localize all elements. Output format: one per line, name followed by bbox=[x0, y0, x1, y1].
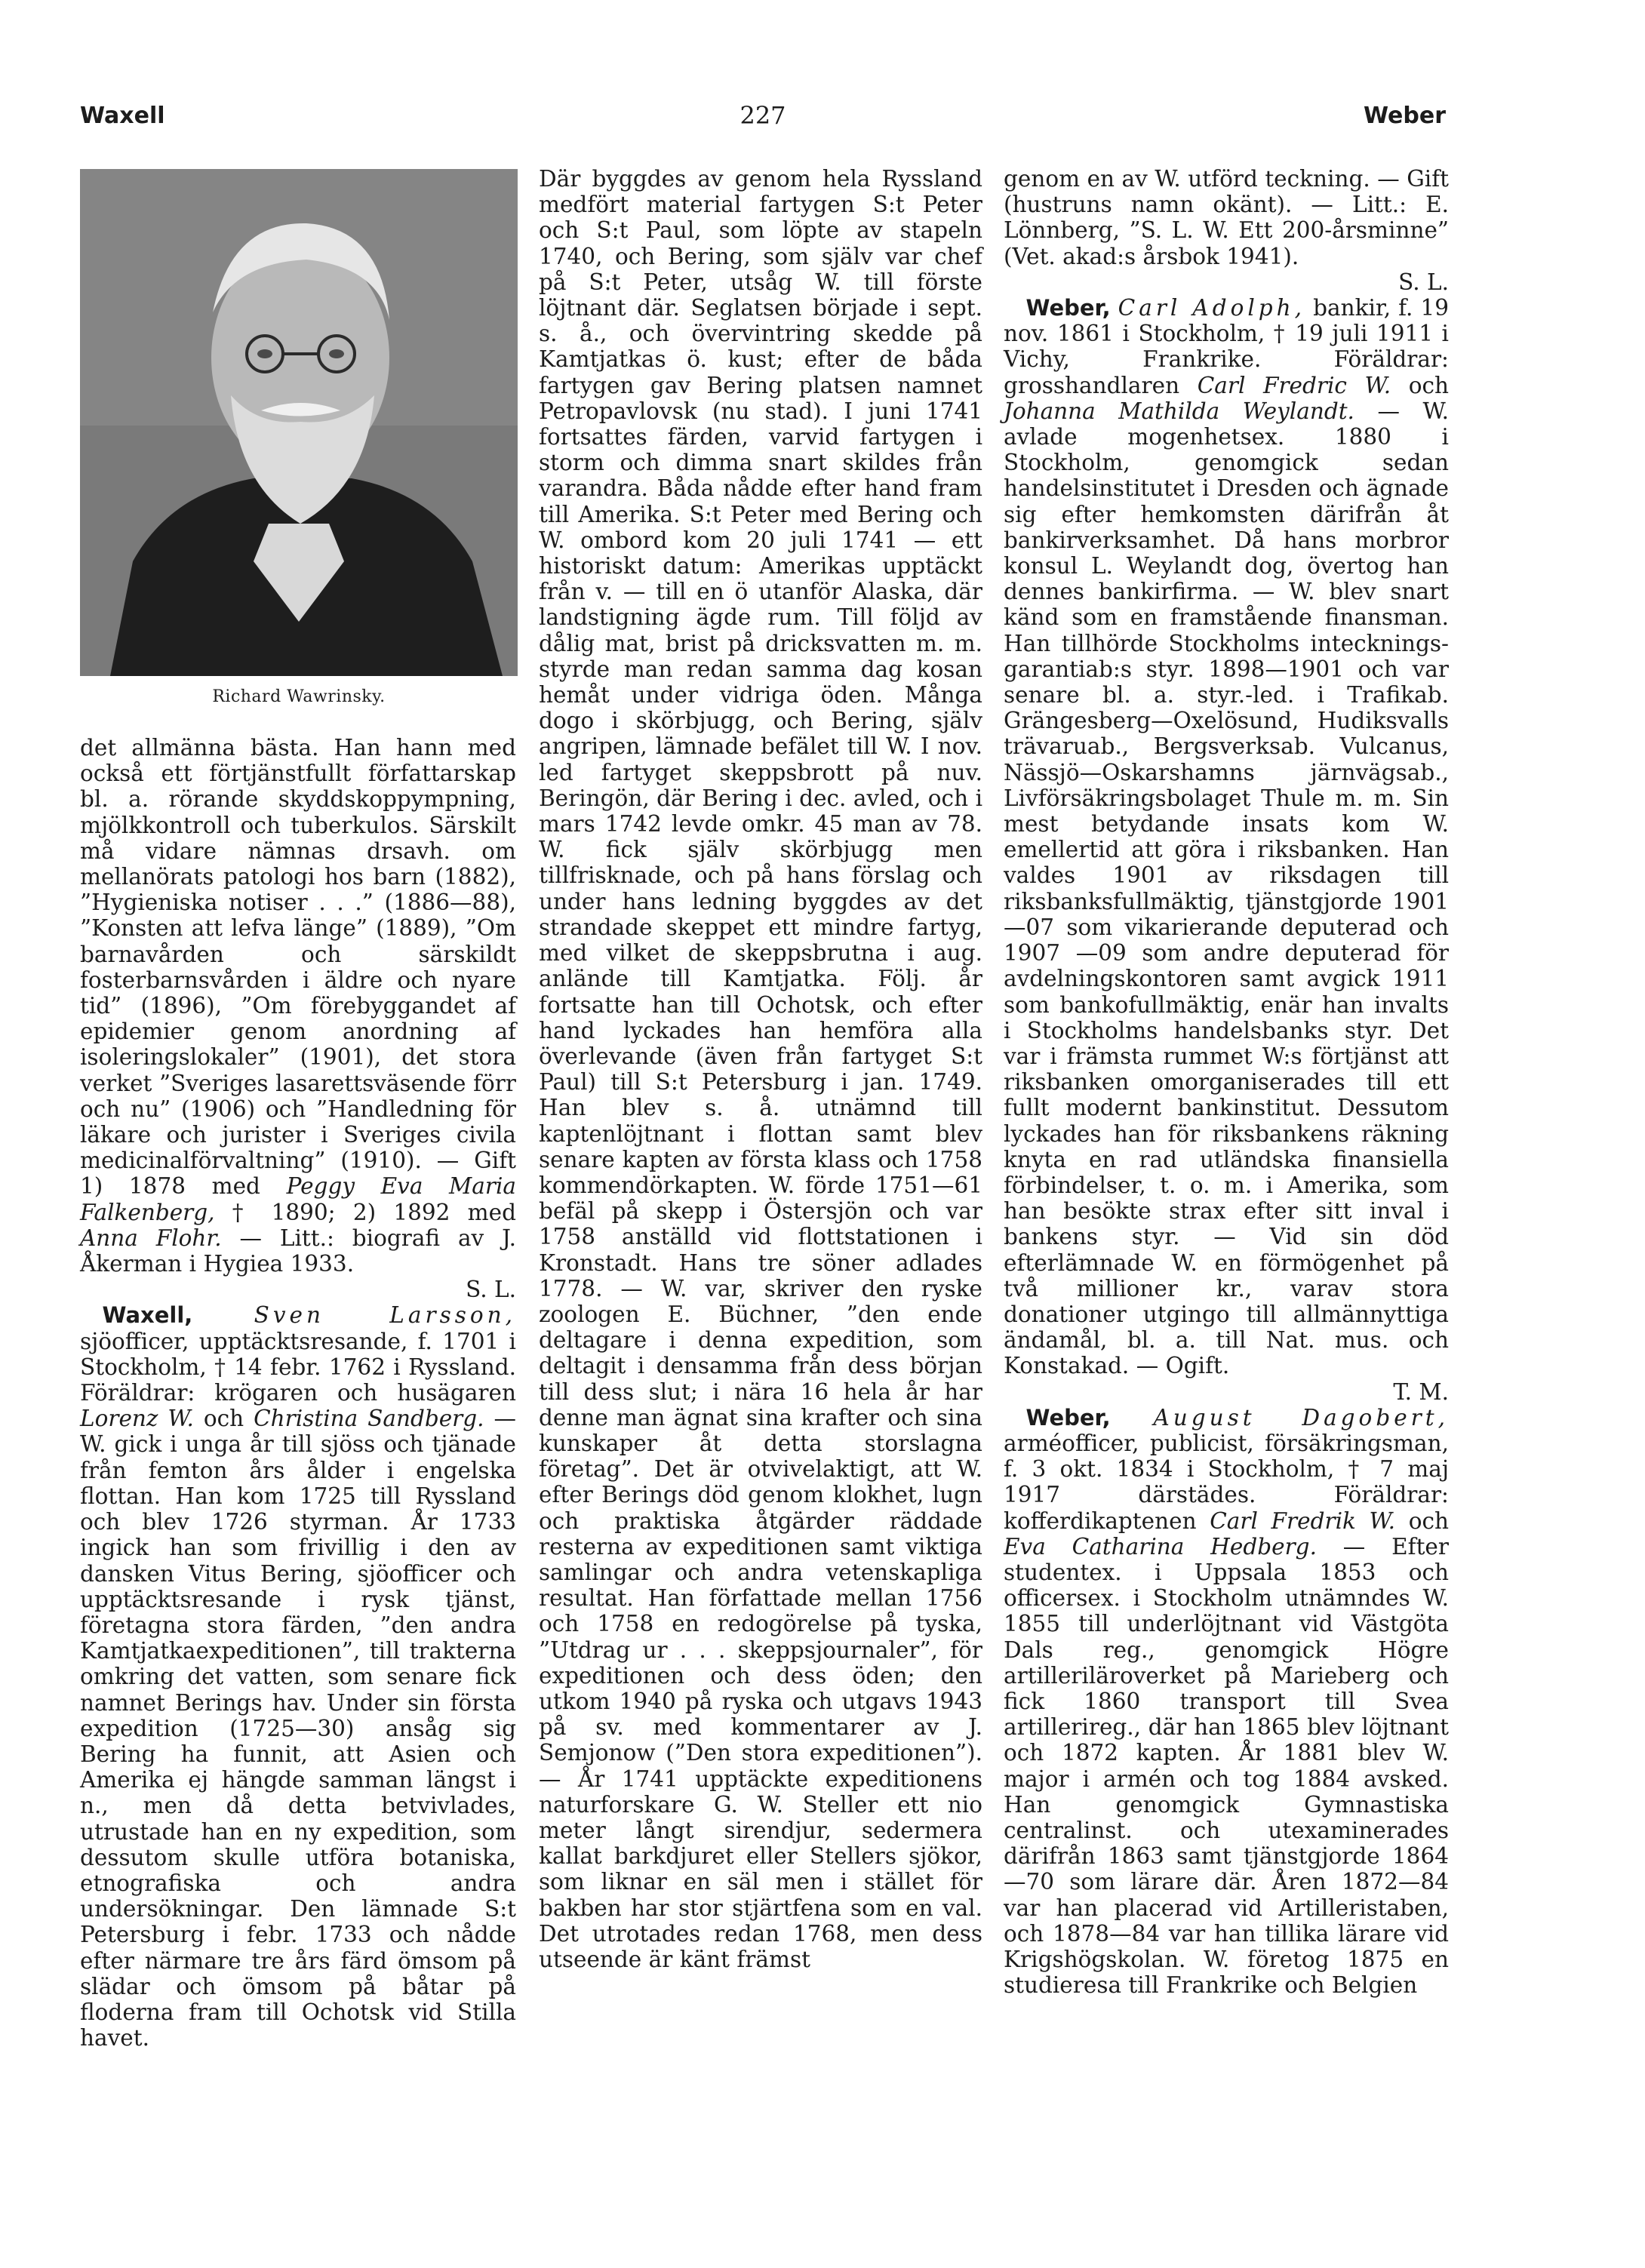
entry-waxell-surname: Waxell, bbox=[102, 1302, 193, 1329]
author-signature-3: T. M. bbox=[1393, 1378, 1449, 1405]
figure-caption: Richard Wawrinsky. bbox=[212, 687, 386, 706]
wawrinsky-spouse-2: Anna Flohr. bbox=[80, 1225, 222, 1251]
entry-waxell-and: och bbox=[203, 1406, 244, 1432]
entry-weber-carl-text: bankir, f. 19 nov. 1861 i Stockholm, † 19 juli 1911 i Vichy, Frankrike. Föräldrar: grosshandlaren bbox=[1004, 295, 1449, 398]
wawrinsky-text-2: † 1890; 2) 1892 med bbox=[232, 1199, 516, 1225]
entry-weber-august-surname: Weber, bbox=[1025, 1404, 1111, 1431]
entry-weber-carl-surname: Weber, bbox=[1025, 295, 1111, 321]
entry-weber-august-given-name: August Dagobert, bbox=[1153, 1404, 1449, 1431]
entry-waxell-body: — W. gick i unga år till sjöss och tjänade från femton års ålder i engelska flottan. Han kom 1725 till Ryssland och blev 1726 styrman. År 1733 ingick han som frivillig i den av dansken Vitus Bering, sjöofficer och upptäcktsresande i rysk tjänst, företagna stora färden, ”den andra Kamtjatkaexpeditionen”, till trakterna omkring det vatten, som senare fick namnet Berings hav. Under sin första expedition (1725—30) ansåg sig Bering ha funnit, att Asien och Amerika ej hängde samman längst i n., men då detta betvivlades, utrustade han en ny expedition, som dessutom skulle utföra botaniska, etnografiska och andra undersökningar. Den lämnade S:t Petersburg i febr. 1733 och nådde efter närmare tre års färd ömsom på slädar och ömsom på båtar på floderna fram till Ochotsk vid Stilla havet. bbox=[80, 1406, 516, 2051]
author-signature-1: S. L. bbox=[466, 1277, 516, 1303]
entry-weber-august-father: Carl Fredrik W. bbox=[1210, 1507, 1396, 1534]
entry-weber-august bbox=[1004, 1405, 1449, 1999]
entry-weber-august-and: och bbox=[1408, 1507, 1449, 1534]
portrait-photo bbox=[80, 169, 518, 676]
entry-waxell bbox=[80, 1302, 516, 2051]
entry-weber-carl-mother: Johanna Mathilda Weylandt. bbox=[1004, 398, 1354, 424]
entry-weber-august-text: arméofficer, publicist, försäkringsman, f. 3 okt. 1834 i Stockholm, † 7 maj 1917 därstädes. Föräldrar: kofferdikaptenen bbox=[1004, 1430, 1449, 1534]
column-3 bbox=[1004, 166, 1449, 1998]
running-header bbox=[80, 95, 1446, 140]
waxell-conclusion: genom en av W. utförd teckning. — Gift (hustruns namn okänt). — Litt.: E. Lönnberg, ”S. L. W. Ett 200-årsminne” (Vet. akad:s årsbok 1941). bbox=[1004, 166, 1449, 269]
wawrinsky-spouse-1: Peggy Eva Maria Falkenberg, bbox=[80, 1173, 516, 1225]
entry-weber-carl bbox=[1004, 295, 1449, 1379]
page-number: 227 bbox=[739, 101, 786, 130]
entry-waxell-given-name: Sven Larsson, bbox=[254, 1302, 516, 1329]
entry-waxell-text: sjöofficer, upptäcktsresande, f. 1701 i Stockholm, † 14 febr. 1762 i Ryssland. Föräldrar: krögaren och husägaren bbox=[80, 1328, 516, 1406]
entry-weber-carl-given-name: Carl Adolph, bbox=[1118, 295, 1306, 321]
waxell-continuation: Där byggdes av genom hela Ryssland medfört material fartygen S:t Peter och S:t Paul, som löpte av stapeln 1740, och Bering, som själv var chef på S:t Peter, utsåg W. till förste löjtnant där. Seglatsen började i sept. s. å., och övervintring skedde på Kamtjatkas ö. kust; efter de båda fartygen gav Bering platsen namnet Petropavlovsk (nu stad). I juni 1741 fortsattes färden, varvid fartygen i storm och dimma snart skildes från varandra. Båda nådde efter hand fram till Amerika. S:t Peter med Bering och W. ombord kom 20 juli 1741 — ett historiskt datum: Amerikas upptäckt från v. — till en ö utanför Alaska, där landstigning ägde rum. Till följd av dålig mat, brist på dricksvatten m. m. styrde man redan samma dag kosan hemåt under vidriga öden. Många dogo i skörbjugg, och Bering, själv angripen, lämnade befälet till W. I nov. led fartyget skeppsbrott på nuv. Beringön, där Bering i dec. avled, och i mars 1742 levde omkr. 45 man av 78. W. fick själv skörbjugg men tillfrisknade, och på hans förslag och under hans ledning byggdes av det strandade skeppet ett mindre fartyg, med vilket de skeppsbrutna i aug. anlände till Kamtjatka. Följ. år fortsatte han till Ochotsk, och efter hand lyckades han hemföra alla överlevande (även från fartyget S:t Paul) till S:t Petersburg i jan. 1749. Han blev s. å. utnämnd till kaptenlöjtnant i flottan samt blev senare kapten av första klass och 1758 kommendörkapten. W. förde 1751—61 befäl på skepp i Östersjön och var 1758 anställd vid flottstationen i Kronstadt. Hans tre söner adlades 1778. — W. var, skriver den ryske zoologen E. Büchner, ”den ende deltagare i denna expedition, som deltagit i densamma från dess början till dess slut; i nära 16 hela år har denne man ägnat sina krafter och sina kunskaper åt detta storslagna företag”. Det är otvivelaktigt, att W. efter Berings död genom klokhet, lugn och praktiska åtgärder räddade resterna av expeditionen samt viktiga samlingar och andra vetenskapliga resultat. Han författade mellan 1756 och 1758 en redogörelse på tyska, ”Utdrag ur . . . skeppsjournaler”, för expeditionen och dess öden; den utkom 1940 på ryska och utgavs 1943 på sv. med kommentarer av J. Semjonow (”Den stora expeditionen”). — År 1741 upptäckte expeditionens naturforskare G. W. Steller ett nio meter långt sirendjur, sedermera kallat barkdjuret eller Stellers sjökor, som liknar en säl men i stället för bakben har stor stjärtfena som en val. Det utrotades redan 1768, men dess utseende är känt främst bbox=[539, 166, 982, 1973]
wawrinsky-continuation bbox=[80, 735, 516, 1277]
wawrinsky-literature: — Litt.: biografi av J. Åkerman i Hygiea 1933. bbox=[80, 1225, 516, 1277]
entry-waxell-mother: Christina Sandberg. bbox=[254, 1406, 484, 1432]
entry-weber-carl-and: och bbox=[1408, 372, 1449, 398]
header-right-keyword: Weber bbox=[1364, 103, 1446, 129]
entry-weber-carl-body: — W. avlade mogenhetsex. 1880 i Stockholm, genomgick sedan handelsinstitutet i Dresden och ägnade sig efter hemkomsten därifrån åt bankirverksamhet. Då hans morbror konsul L. Weylandt dog, övertog han dennes bankirfirma. — W. blev snart känd som en framstående finansman. Han tillhörde Stockholms intecknings-garantiab:s styr. 1898—1901 och var senare bl. a. styr.-led. i Trafikab. Grängesberg—Oxelösund, Hudiksvalls trävaruab., Bergsverksab. Vulcanus, Nässjö—Oskarshamns järnvägsab., Livförsäkringsbolaget Thule m. m. Sin mest betydande insats kom W. emellertid att göra i riksbanken. Han valdes 1901 av riksdagen till riksbanksfullmäktig, tjänstgjorde 1901—07 som vikarierande deputerad och 1907 —09 som andre deputerad för avdelningskontoren samt avgick 1911 som bankofullmäktig, enär han invalts i Stockholms handelsbanks styr. Det var i främsta rummet W:s förtjänst att riksbanken omorganiserades till ett fullt modernt bankinstitut. Dessutom lyckades han för riksbankens räkning knyta en rad utländska finansiella förbindelser, t. o. m. i Amerika, som han besökte strax efter sitt inval i bankens styr. — Vid sin död efterlämnade W. en förmögenhet på två millioner kr., varav stora donationer utgingo till allmännyttiga ändamål, bl. a. till Nat. mus. och Konstakad. — Ogift. bbox=[1004, 398, 1449, 1379]
author-signature-2: S. L. bbox=[1398, 269, 1449, 295]
entry-weber-carl-father: Carl Fredric W. bbox=[1197, 372, 1391, 398]
wawrinsky-text: det allmänna bästa. Han hann med också ett förtjänstfullt författarskap bl. a. rörande skyddskoppympning, mjölkkontroll och tuberkulos. Särskilt må vidare nämnas drsavh. om mellanörats patologi hos barn (1882), ”Hygieniska notiser . . .” (1886—88), ”Konsten att lefva länge” (1889), ”Om barnavården och särskildt fosterbarnsvården i äldre och nyare tid” (1896), ”Om förebyggandet af epidemier genom anordning af isoleringslokaler” (1901), det stora verket ”Sveriges lasarettsväsende förr och nu” (1906) och ”Handledning för läkare och jurister i Sveriges civila medicinalförvaltning” (1910). — Gift 1) 1878 med bbox=[80, 735, 516, 1200]
entry-waxell-father: Lorenz W. bbox=[80, 1406, 194, 1432]
header-left-keyword: Waxell bbox=[80, 103, 165, 129]
column-2 bbox=[539, 166, 982, 1972]
entry-weber-august-body: — Efter studentex. i Uppsala 1853 och officersex. i Stockholm utnämndes W. 1855 till underlöjtnant vid Västgöta Dals reg., genomgick Högre artilleriläroverket på Marieberg och fick 1860 transport till Svea artillerireg., där han 1865 blev löjtnant och 1872 kapten. År 1881 blev W. major i armén och tog 1884 avsked. Han genomgick Gymnastiska centralinst. och utexaminerades därifrån 1863 samt tjänstgjorde 1864—70 som lärare där. Åren 1872—84 var han placerad vid Artilleristaben, och 1878—84 var han tillika lärare vid Krigshögskolan. W. företog 1875 en studieresa till Frankrike och Belgien bbox=[1004, 1533, 1449, 1999]
column-1 bbox=[80, 735, 516, 2051]
entry-weber-august-mother: Eva Catharina Hedberg. bbox=[1004, 1533, 1317, 1560]
portrait-drawing bbox=[80, 169, 518, 676]
